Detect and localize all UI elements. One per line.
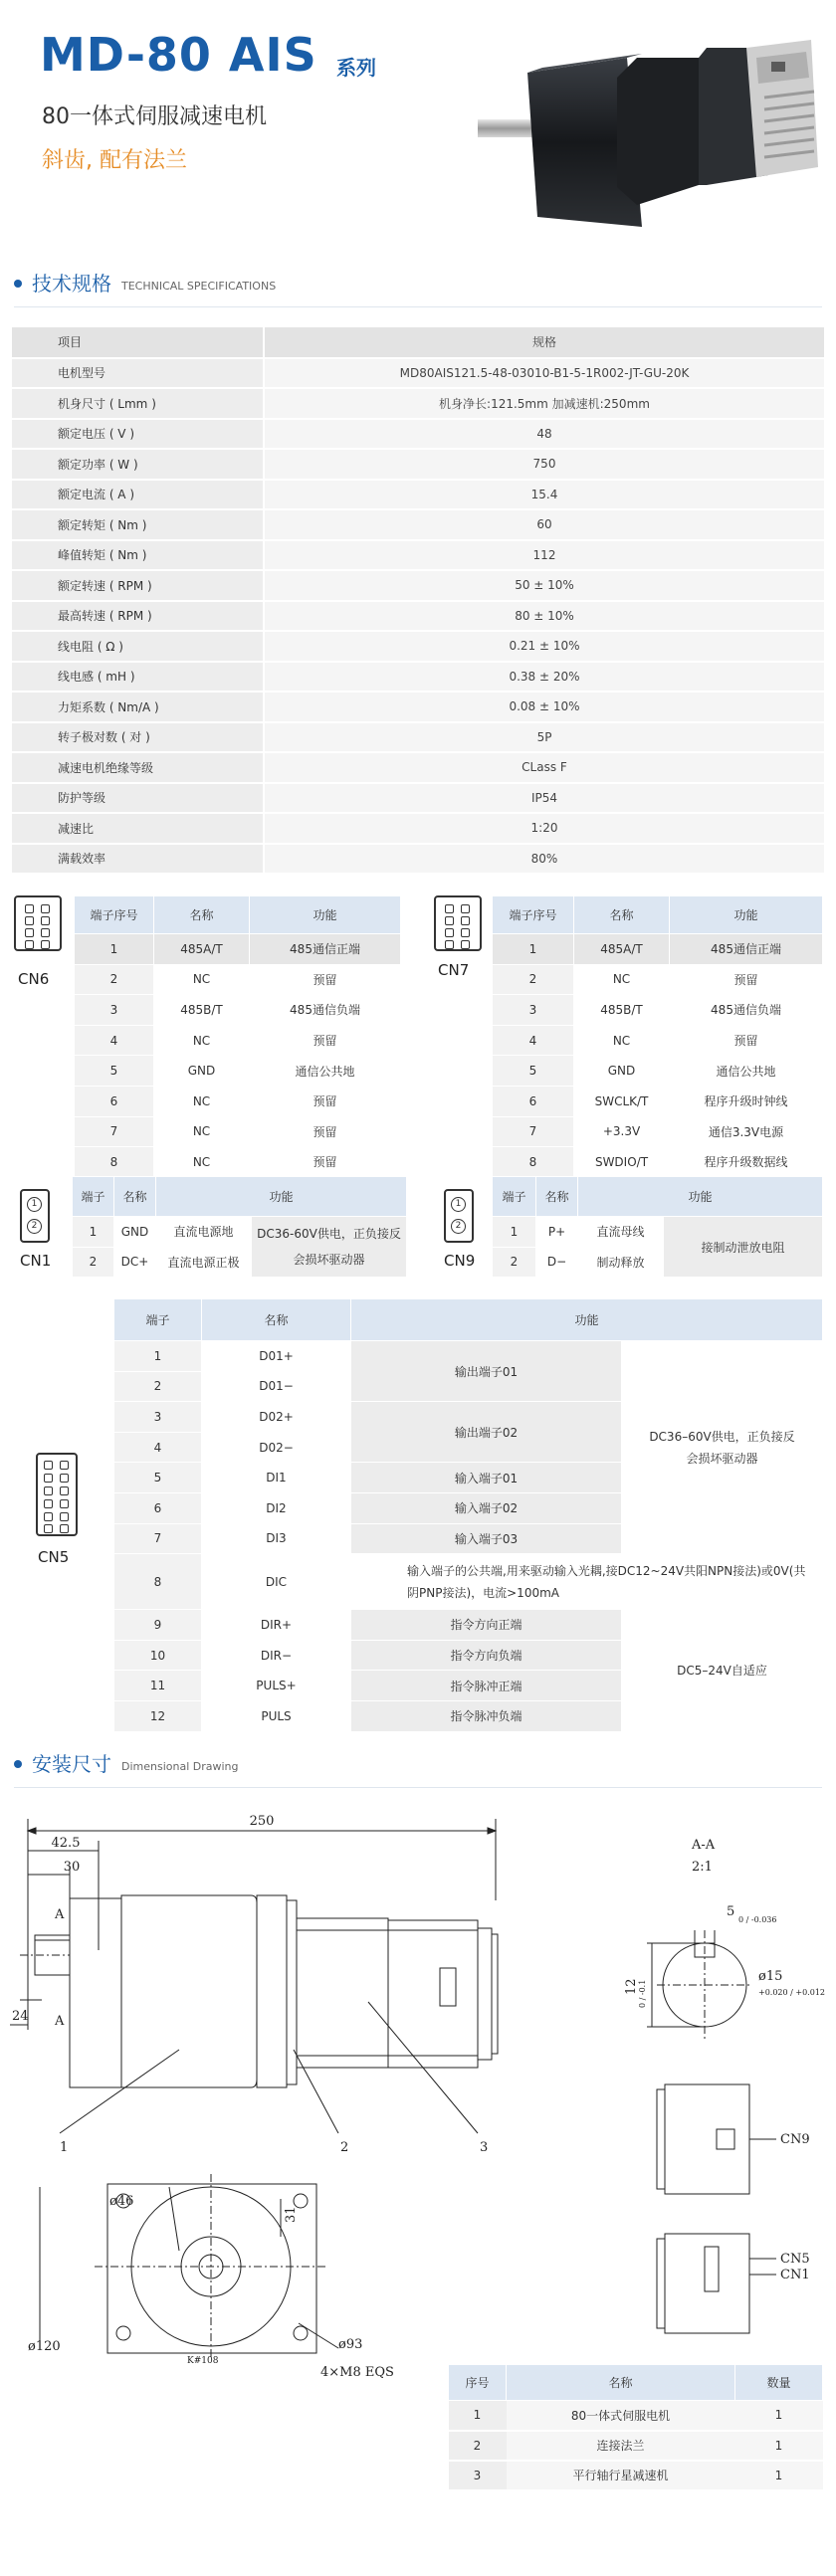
divider <box>14 306 822 307</box>
spec-header-row <box>12 327 824 358</box>
bom-qty: 1 <box>735 2401 823 2431</box>
cn5-row8-no: 8 <box>114 1554 202 1610</box>
cn5-head-no: 端子 <box>114 1299 202 1341</box>
cn5-row11-name: PULS+ <box>202 1671 351 1701</box>
bom-head-name: 名称 <box>507 2365 735 2401</box>
cn7-pin-no: 3 <box>493 995 574 1026</box>
dia-93: ø93 <box>338 2337 363 2352</box>
cn6-table <box>74 895 401 1178</box>
cn7-pin-no: 2 <box>493 964 574 995</box>
bom-no: 2 <box>449 2431 507 2461</box>
bom-name: 平行轴行星减速机 <box>507 2461 735 2490</box>
spec-row <box>12 388 824 419</box>
cn5-row4-name: D02− <box>202 1432 351 1463</box>
cn6-pin-no: 3 <box>75 995 154 1026</box>
spec-value: 112 <box>264 540 824 571</box>
cn7-pin-no: 1 <box>493 934 574 965</box>
cn6-pin-function: 预留 <box>250 1147 401 1178</box>
key-width: 5 <box>727 1904 735 1919</box>
cn9-row2-func: 制动释放 <box>578 1247 664 1278</box>
cn6-row <box>75 1025 401 1056</box>
cn7-connector-icon <box>434 895 482 951</box>
cn7-pin-name: GND <box>574 1056 670 1087</box>
dim-31: 31 <box>284 2206 299 2223</box>
cn5-note-supply: DC36–60V供电，正负接反会损坏驱动器 <box>622 1341 823 1554</box>
cn7-row <box>493 1147 823 1178</box>
spec-row <box>12 752 824 783</box>
spec-value: 0.08 ± 10% <box>264 692 824 722</box>
cn9-callout: CN9 <box>780 2132 810 2147</box>
spec-key: 力矩系数 ( Nm/A ) <box>12 692 264 722</box>
dim-42-5: 42.5 <box>51 1836 81 1851</box>
cn7-row <box>493 1025 823 1056</box>
spec-key: 额定电流 ( A ) <box>12 480 264 510</box>
spec-value: 0.21 ± 10% <box>264 631 824 662</box>
cn5-row9-name: DIR+ <box>202 1610 351 1641</box>
cn1-row2-no: 2 <box>73 1247 114 1278</box>
cn7-pin-name: NC <box>574 1025 670 1056</box>
cn5-row12-name: PULS <box>202 1700 351 1731</box>
cn1-label: CN1 <box>20 1252 52 1270</box>
spec-row <box>12 844 824 875</box>
cn5-row10-no: 10 <box>114 1640 202 1671</box>
cn6-pin-no: 5 <box>75 1056 154 1087</box>
shaft-tolerance: +0.020 / +0.012 <box>758 1988 825 1997</box>
section-a-top: A <box>55 1907 65 1922</box>
bom-no: 3 <box>449 2461 507 2490</box>
cn7-pin-name: NC <box>574 964 670 995</box>
cn5-row5-name: DI1 <box>202 1463 351 1493</box>
spec-key: 额定电压 ( V ) <box>12 419 264 450</box>
section-subtitle: Dimensional Drawing <box>121 1760 239 1773</box>
spec-row <box>12 570 824 601</box>
cn7-pin-no: 4 <box>493 1025 574 1056</box>
cn1-row2-func: 直流电源正极 <box>156 1247 252 1278</box>
spec-value: 48 <box>264 419 824 450</box>
section-label: A-A <box>692 1838 716 1853</box>
cn6-pin-name: NC <box>154 1086 250 1116</box>
spec-row <box>12 449 824 480</box>
cn6-pin-no: 8 <box>75 1147 154 1178</box>
dim-30: 30 <box>63 1860 81 1875</box>
cn1-table <box>72 1176 407 1278</box>
cn6-row <box>75 1056 401 1087</box>
cn5-row10-name: DIR− <box>202 1640 351 1671</box>
cn7-row <box>493 1056 823 1087</box>
cn6-pin-no: 2 <box>75 964 154 995</box>
spec-key: 减速比 <box>12 813 264 844</box>
bom-head-no: 序号 <box>449 2365 507 2401</box>
cn7-pin-function: 预留 <box>670 1025 823 1056</box>
cn1-note: DC36-60V供电，正负接反会损坏驱动器 <box>252 1217 407 1278</box>
cn7-pin-name: SWDIO/T <box>574 1147 670 1178</box>
cn9-label: CN9 <box>444 1252 476 1270</box>
spec-row <box>12 813 824 844</box>
spec-value: 15.4 <box>264 480 824 510</box>
cn5-row5-no: 5 <box>114 1463 202 1493</box>
spec-key: 减速电机绝缘等级 <box>12 752 264 783</box>
cn7-row <box>493 934 823 965</box>
cn1-row1-func: 直流电源地 <box>156 1217 252 1248</box>
cn5-row7-name: DI3 <box>202 1523 351 1554</box>
cn6-pin-function: 预留 <box>250 1116 401 1147</box>
holes-spec: 4×M8 EQS <box>320 2365 394 2380</box>
cn7-pin-name: 485B/T <box>574 995 670 1026</box>
cn6-pin-no: 4 <box>75 1025 154 1056</box>
key-height: 12 <box>624 1978 639 1995</box>
cn5-func-dic: 输入端子的公共端,用来驱动输入光耦,接DC12~24V共阳NPN接法)或0V(共阴PNP接法)，电流>100mA <box>351 1554 823 1610</box>
bom-qty: 1 <box>735 2461 823 2490</box>
cn1-head-func: 功能 <box>156 1177 407 1217</box>
spec-row <box>12 358 824 389</box>
cn6-pin-function: 预留 <box>250 964 401 995</box>
cn7-pin-no: 5 <box>493 1056 574 1087</box>
cn7-pin-function: 通信公共地 <box>670 1056 823 1087</box>
cn5-row2-name: D01− <box>202 1371 351 1402</box>
spec-key: 机身尺寸 ( Lmm ) <box>12 388 264 419</box>
cn1-head-no: 端子 <box>73 1177 114 1217</box>
cn6-pin-name: NC <box>154 964 250 995</box>
spec-value: 0.38 ± 20% <box>264 662 824 693</box>
cn7-row <box>493 1086 823 1116</box>
spec-value: IP54 <box>264 783 824 814</box>
dim-24: 24 <box>12 2009 29 2024</box>
cn9-table <box>492 1176 823 1278</box>
cn7-pin-function: 485通信正端 <box>670 934 823 965</box>
cn5-func-dir-pos: 指令方向正端 <box>351 1610 622 1641</box>
spec-row <box>12 631 824 662</box>
spec-row <box>12 540 824 571</box>
cn7-row <box>493 995 823 1026</box>
product-note: 斜齿, 配有法兰 <box>42 148 187 173</box>
cn1-connector-icon: 1 2 <box>20 1189 50 1243</box>
cn7-head-func: 功能 <box>670 896 823 934</box>
cn6-pin-function: 预留 <box>250 1025 401 1056</box>
spec-row <box>12 662 824 693</box>
cn6-pin-name: NC <box>154 1025 250 1056</box>
cn6-pin-no: 1 <box>75 934 154 965</box>
section-scale: 2:1 <box>692 1860 713 1875</box>
cn5-table <box>113 1298 823 1732</box>
cn5-callout: CN5 <box>780 2252 810 2267</box>
cn6-pin-name: GND <box>154 1056 250 1087</box>
cn5-row1-no: 1 <box>114 1341 202 1372</box>
cn6-connector-icon <box>14 895 62 951</box>
cn6-row <box>75 995 401 1026</box>
cn5-row2-no: 2 <box>114 1371 202 1402</box>
cn6-pin-no: 7 <box>75 1116 154 1147</box>
cn5-row8-name: DIC <box>202 1554 351 1610</box>
cn6-pin-function: 通信公共地 <box>250 1056 401 1087</box>
callout-1: 1 <box>60 2140 69 2155</box>
cn5-label: CN5 <box>38 1548 70 1566</box>
cn6-row <box>75 934 401 965</box>
product-subtitle: 80一体式伺服减速电机 <box>42 104 267 129</box>
cn5-note-5v: DC5–24V自适应 <box>622 1610 823 1731</box>
bom-qty: 1 <box>735 2431 823 2461</box>
cn5-head-name: 名称 <box>202 1299 351 1341</box>
bom-name: 连接法兰 <box>507 2431 735 2461</box>
cn7-pin-function: 程序升级数据线 <box>670 1147 823 1178</box>
cn6-pin-name: 485A/T <box>154 934 250 965</box>
spec-key: 防护等级 <box>12 783 264 814</box>
cn7-pin-no: 7 <box>493 1116 574 1147</box>
spec-value: 机身净长:121.5mm 加减速机:250mm <box>264 388 824 419</box>
cn5-row12-no: 12 <box>114 1700 202 1731</box>
dia-46: ø46 <box>109 2194 134 2209</box>
cn1-head-name: 名称 <box>114 1177 156 1217</box>
spec-row <box>12 783 824 814</box>
cn5-head-func: 功能 <box>351 1299 823 1341</box>
spec-row <box>12 419 824 450</box>
spec-key: 最高转速 ( RPM ) <box>12 601 264 632</box>
cn5-row6-no: 6 <box>114 1492 202 1523</box>
cn5-func-out2: 输出端子02 <box>351 1402 622 1463</box>
cn7-pin-name: +3.3V <box>574 1116 670 1147</box>
spec-value: 50 ± 10% <box>264 570 824 601</box>
bom-head-qty: 数量 <box>735 2365 823 2401</box>
spec-value: 80% <box>264 844 824 875</box>
section-a-bottom: A <box>55 2014 65 2029</box>
dia-120: ø120 <box>28 2339 61 2354</box>
cn5-func-in2: 输入端子02 <box>351 1492 622 1523</box>
cn6-row <box>75 1147 401 1178</box>
cn5-func-puls-pos: 指令脉冲正端 <box>351 1671 622 1701</box>
cn7-label: CN7 <box>438 961 470 979</box>
cn6-pin-name: NC <box>154 1147 250 1178</box>
cn5-row7-no: 7 <box>114 1523 202 1554</box>
cn6-pin-function: 485通信正端 <box>250 934 401 965</box>
callout-3: 3 <box>480 2140 489 2155</box>
bom-row <box>449 2401 823 2431</box>
callout-2: 2 <box>340 2140 349 2155</box>
spec-row <box>12 480 824 510</box>
cn1-row1-name: GND <box>114 1217 156 1248</box>
spec-key: 转子极对数 ( 对 ) <box>12 722 264 753</box>
product-title: MD-80 AIS <box>40 28 317 82</box>
bom-no: 1 <box>449 2401 507 2431</box>
divider <box>14 1787 822 1788</box>
spec-head-value: 规格 <box>264 327 824 358</box>
spec-key: 线电阻 ( Ω ) <box>12 631 264 662</box>
cn7-pin-no: 8 <box>493 1147 574 1178</box>
cn9-head-name: 名称 <box>536 1177 578 1217</box>
cn6-head-func: 功能 <box>250 896 401 934</box>
cn9-note: 接制动泄放电阻 <box>664 1217 823 1278</box>
cn1-callout: CN1 <box>780 2268 810 2282</box>
bullet-dot-icon <box>14 280 22 288</box>
cn5-row3-no: 3 <box>114 1402 202 1433</box>
spec-row <box>12 509 824 540</box>
cn6-pin-no: 6 <box>75 1086 154 1116</box>
cn5-row11-no: 11 <box>114 1671 202 1701</box>
cn9-head-func: 功能 <box>578 1177 823 1217</box>
cn6-pin-name: NC <box>154 1116 250 1147</box>
cn9-row1-no: 1 <box>493 1217 536 1248</box>
spec-row <box>12 722 824 753</box>
cn6-head-name: 名称 <box>154 896 250 934</box>
cn7-pin-no: 6 <box>493 1086 574 1116</box>
cn5-func-dir-neg: 指令方向负端 <box>351 1640 622 1671</box>
tech-spec-heading <box>14 267 276 297</box>
section-subtitle: TECHNICAL SPECIFICATIONS <box>121 280 277 293</box>
cn5-func-out1: 输出端子01 <box>351 1341 622 1402</box>
spec-value: 5P <box>264 722 824 753</box>
spec-table <box>12 327 824 875</box>
cn5-row9-no: 9 <box>114 1610 202 1641</box>
shaft-diameter: ø15 <box>758 1969 783 1984</box>
bom-row <box>449 2431 823 2461</box>
cn5-func-puls-neg: 指令脉冲负端 <box>351 1700 622 1731</box>
cn6-pin-name: 485B/T <box>154 995 250 1026</box>
cn6-row <box>75 1116 401 1147</box>
cn1-row1-no: 1 <box>73 1217 114 1248</box>
bom-table <box>448 2364 823 2491</box>
bom-row <box>449 2461 823 2490</box>
cn5-row4-no: 4 <box>114 1432 202 1463</box>
cn7-head-no: 端子序号 <box>493 896 574 934</box>
cn6-head-no: 端子序号 <box>75 896 154 934</box>
spec-value: 80 ± 10% <box>264 601 824 632</box>
square-size: K#108 <box>187 2356 219 2366</box>
cn7-pin-function: 通信3.3V电源 <box>670 1116 823 1147</box>
cn6-label: CN6 <box>18 970 50 988</box>
key-tolerance: 0 / -0.036 <box>738 1915 777 1924</box>
cn9-connector-icon: 1 2 <box>444 1189 474 1243</box>
cn6-row <box>75 1086 401 1116</box>
dimensional-drawing <box>0 1791 836 2380</box>
cn5-func-in3: 输入端子03 <box>351 1523 622 1554</box>
cn9-row1-func: 直流母线 <box>578 1217 664 1248</box>
spec-key: 峰值转矩 ( Nm ) <box>12 540 264 571</box>
bom-name: 80一体式伺服电机 <box>507 2401 735 2431</box>
cn7-row <box>493 1116 823 1147</box>
spec-value: CLass F <box>264 752 824 783</box>
key-height-tolerance: 0 / -0.1 <box>638 1979 647 2008</box>
cn5-connector-icon <box>36 1453 78 1536</box>
cn5-row3-name: D02+ <box>202 1402 351 1433</box>
cn7-row <box>493 964 823 995</box>
cn7-pin-function: 485通信负端 <box>670 995 823 1026</box>
dim-total-length: 250 <box>249 1814 275 1829</box>
spec-value: MD80AIS121.5-48-03010-B1-5-1R002-JT-GU-20K <box>264 358 824 389</box>
spec-key: 额定功率 ( W ) <box>12 449 264 480</box>
section-title: 安装尺寸 <box>32 1752 111 1776</box>
cn7-pin-name: 485A/T <box>574 934 670 965</box>
dim-heading <box>14 1747 239 1777</box>
spec-head-item: 项目 <box>12 327 264 358</box>
cn6-pin-function: 预留 <box>250 1086 401 1116</box>
bullet-dot-icon <box>14 1760 22 1768</box>
cn7-table <box>492 895 823 1178</box>
cn6-pin-function: 485通信负端 <box>250 995 401 1026</box>
spec-value: 60 <box>264 509 824 540</box>
cn9-head-no: 端子 <box>493 1177 536 1217</box>
cn5-row1-name: D01+ <box>202 1341 351 1372</box>
cn5-func-in1: 输入端子01 <box>351 1463 622 1493</box>
motor-product-image <box>468 18 826 232</box>
product-series: 系列 <box>336 56 376 80</box>
cn9-row2-no: 2 <box>493 1247 536 1278</box>
cn1-row2-name: DC+ <box>114 1247 156 1278</box>
cn7-pin-name: SWCLK/T <box>574 1086 670 1116</box>
cn6-row <box>75 964 401 995</box>
spec-row <box>12 601 824 632</box>
spec-key: 额定转速 ( RPM ) <box>12 570 264 601</box>
cn9-row2-name: D− <box>536 1247 578 1278</box>
spec-value: 1:20 <box>264 813 824 844</box>
cn7-pin-function: 程序升级时钟线 <box>670 1086 823 1116</box>
spec-value: 750 <box>264 449 824 480</box>
cn7-pin-function: 预留 <box>670 964 823 995</box>
section-title: 技术规格 <box>32 272 111 296</box>
cn9-row1-name: P+ <box>536 1217 578 1248</box>
cn5-row6-name: DI2 <box>202 1492 351 1523</box>
spec-key: 满载效率 <box>12 844 264 875</box>
cn7-head-name: 名称 <box>574 896 670 934</box>
spec-key: 电机型号 <box>12 358 264 389</box>
spec-key: 额定转矩 ( Nm ) <box>12 509 264 540</box>
spec-row <box>12 692 824 722</box>
spec-key: 线电感 ( mH ) <box>12 662 264 693</box>
